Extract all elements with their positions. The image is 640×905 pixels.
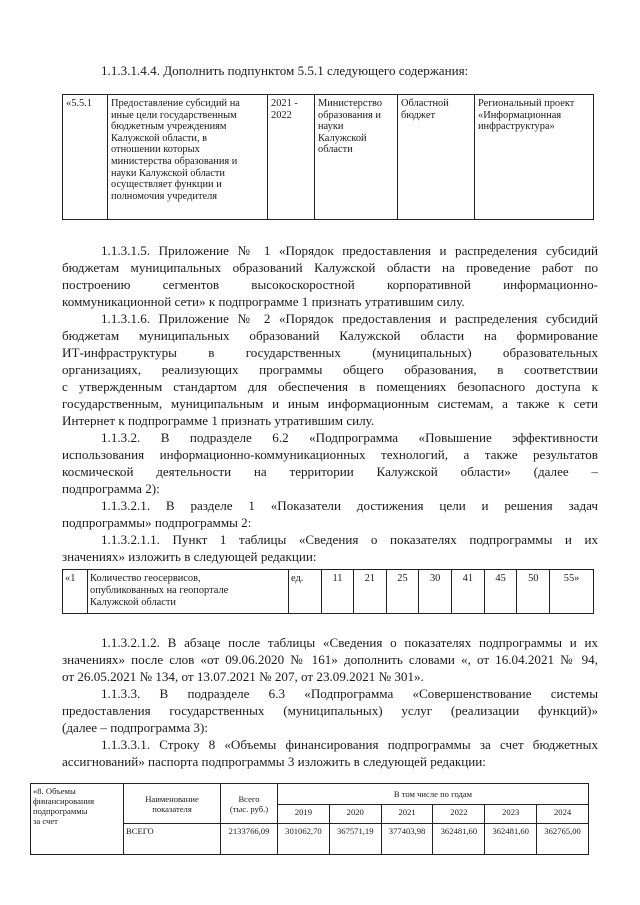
t1-num: «5.5.1	[63, 95, 108, 220]
t1-project: Региональный проект «Информационная инфраструктура»	[475, 95, 594, 220]
t3-value: 362481,60	[485, 824, 537, 855]
t2-value: 50	[517, 570, 550, 614]
t3-years-header: В том числе по годам	[278, 784, 589, 805]
t1-budget: Областной бюджет	[398, 95, 475, 220]
t2-desc: Количество геосервисов, опубликованных на геопортале Калужской области	[88, 570, 289, 614]
t1-desc: Предоставление субсидий на иные цели государственным бюджетным учреждениям Калужской области, в отношении которых министерства образования и науки Калужской области осуществляет функции и полномочия учредителя	[108, 95, 268, 220]
table-financing	[30, 783, 589, 855]
t3-value: 367571,19	[329, 824, 381, 855]
t2-value: 21	[353, 570, 386, 614]
t3-value: 362765,00	[537, 824, 589, 855]
t3-year: 2023	[485, 805, 537, 824]
t2-num: «1	[63, 570, 88, 614]
t1-years: 2021 - 2022	[268, 95, 315, 220]
table-indicator-1	[62, 569, 594, 614]
t3-year: 2019	[278, 805, 330, 824]
t3-year: 2021	[381, 805, 433, 824]
t3-value: 362481,60	[433, 824, 485, 855]
t2-value: 41	[452, 570, 485, 614]
t2-unit: ед.	[289, 570, 322, 614]
t2-value: 30	[419, 570, 452, 614]
t3-col2-header: Наименование показателя	[124, 784, 221, 824]
t3-col3-header: Всего (тыс. руб.)	[221, 784, 278, 824]
t3-value: 301062,70	[278, 824, 330, 855]
t2-value: 55»	[550, 570, 594, 614]
t3-year: 2024	[537, 805, 589, 824]
t2-value: 25	[386, 570, 419, 614]
t2-value: 11	[322, 570, 354, 614]
t3-year: 2020	[329, 805, 381, 824]
table-5-5-1	[62, 94, 594, 220]
t3-row-label: ВСЕГО	[124, 824, 221, 855]
t3-year: 2022	[433, 805, 485, 824]
t3-value: 377403,98	[381, 824, 433, 855]
t1-executor: Министерство образования и науки Калужской области	[315, 95, 398, 220]
intro-text: 1.1.3.1.4.4. Дополнить подпунктом 5.5.1 следующего содержания:	[101, 63, 469, 78]
t2-value: 45	[484, 570, 517, 614]
t3-col1: «8. Объемы финансирования подпрограммы за счет	[31, 784, 124, 855]
t3-total: 2133766,09	[221, 824, 278, 855]
